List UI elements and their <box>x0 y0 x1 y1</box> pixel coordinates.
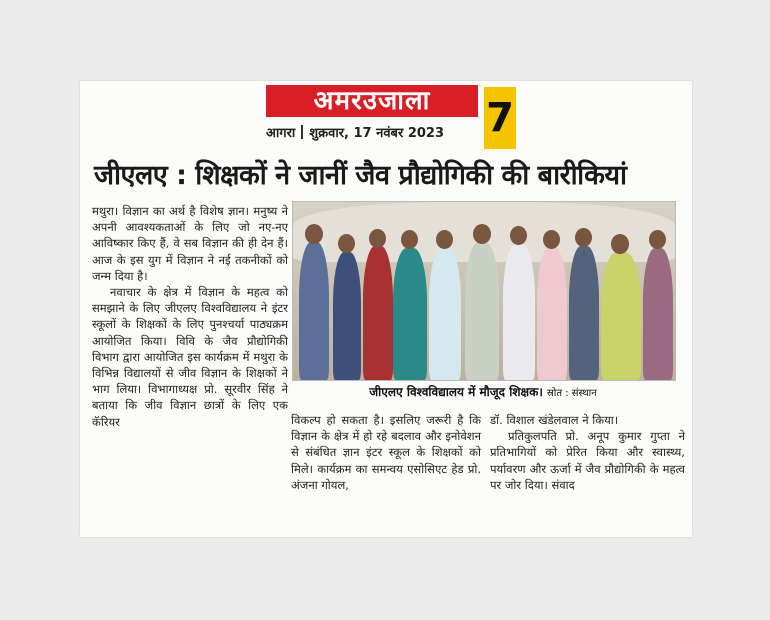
group-photo <box>292 201 676 381</box>
article-paragraph: विकल्प हो सकता है। इसलिए जरूरी है कि विज्ञान के क्षेत्र में हो रहे बदलाव और इनोवेशन से संबंधित ज्ञान इंटर स्कूल के शिक्षकों को मिले। कार्यक्रम का समन्वय एसोसिएट हेड प्रो. अंजना गोयल, <box>291 413 481 492</box>
masthead <box>266 85 514 149</box>
city: आगरा <box>266 126 296 141</box>
dateline <box>266 123 480 141</box>
photo-source: स्रोत : संस्थान <box>546 388 597 399</box>
headline: जीएलए : शिक्षकों ने जानीं जैव प्रौद्योगिकी की बारीकियां <box>94 160 627 191</box>
publication-date: शुक्रवार, 17 नवंबर 2023 <box>309 126 445 141</box>
article-paragraph: नवाचार के क्षेत्र में विज्ञान के महत्व को समझाने के लिए जीएलए विश्वविद्यालय ने इंटर स्कूलों के शिक्षकों के लिए पुनश्चर्या पाठ्यक्रम आयोजित किया। विवि के जैव प्रौद्योगिकी विभाग द्वारा आयोजित इस कार्यक्रम में मथुरा के विभिन्न विद्यालयों से जीव विज्ञान के शिक्षकों ने भाग लिया। विभागाध्यक्ष प्रो. सूरवीर सिंह ने बताया कि जीव विज्ञान छात्रों के लिए एक कॅरियर <box>92 285 288 429</box>
article-column-left <box>92 203 288 430</box>
article-paragraph: प्रतिकुलपति प्रो. अनूप कुमार गुप्ता ने प्रतिभागियों को प्रेरित किया और स्वास्थ्य, पर्यावरण और ऊर्जा में जैव प्रौद्योगिकी के महत्व पर जोर दिया। संवाद <box>490 429 685 492</box>
article-paragraph: मथुरा। विज्ञान का अर्थ है विशेष ज्ञान। मनुष्य ने अपनी आवश्यकताओं के लिए जो नए-नए आविष्कार किए हैं, वे सब विज्ञान की ही देन हैं। आज के इस युग में विज्ञान ने नई तकनीकों को जन्म दिया है। <box>92 204 288 283</box>
caption-text: जीएलए विश्वविद्यालय में मौजूद शिक्षक। <box>369 385 543 399</box>
page-number: 7 <box>484 87 516 149</box>
article-column-right <box>490 412 685 493</box>
newspaper-clipping <box>80 81 692 537</box>
article-column-middle <box>291 412 481 493</box>
article-paragraph: डॉ. विशाल खंडेलवाल ने किया। <box>490 413 619 427</box>
dateline-divider <box>301 125 303 139</box>
newspaper-logo: अमरउजाला <box>266 85 478 117</box>
photo-caption <box>292 383 674 400</box>
